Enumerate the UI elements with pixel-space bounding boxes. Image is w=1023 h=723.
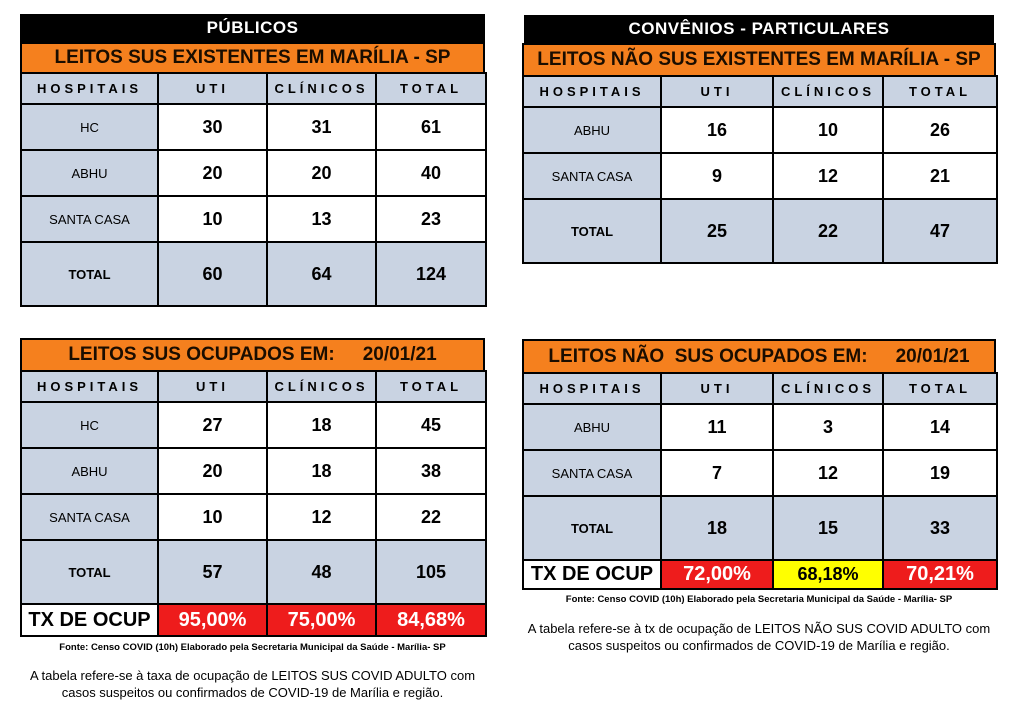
total-label: TOTAL: [21, 242, 158, 306]
table-row: [21, 448, 486, 494]
clinicos-value: 20: [267, 150, 376, 196]
clinicos-value: 3: [773, 404, 883, 450]
total-clinicos: 22: [773, 199, 883, 263]
total-total: 33: [883, 496, 997, 560]
hospital-name: HC: [21, 104, 158, 150]
total-value: 21: [883, 153, 997, 199]
occupied-title-text: LEITOS NÃO SUS OCUPADOS EM:: [548, 346, 868, 367]
col-header-uti: UTI: [661, 373, 773, 404]
clinicos-value: 12: [773, 450, 883, 496]
convenios-header: CONVÊNIOS - PARTICULARES: [524, 15, 994, 43]
total-total: 47: [883, 199, 997, 263]
total-row: [21, 540, 486, 604]
uti-value: 11: [661, 404, 773, 450]
occupied-date: 20/01/21: [895, 346, 970, 367]
total-uti: 57: [158, 540, 267, 604]
col-header-hospitais: HOSPITAIS: [21, 371, 158, 402]
nao-sus-existing-table: [522, 75, 998, 264]
col-header-clinicos: CLÍNICOS: [773, 76, 883, 107]
sus-existing-panel: [20, 14, 485, 307]
table-row: [21, 150, 486, 196]
total-row: [21, 242, 486, 306]
col-header-hospitais: HOSPITAIS: [523, 373, 661, 404]
uti-value: 30: [158, 104, 267, 150]
hospital-name: SANTA CASA: [21, 494, 158, 540]
hospital-name: SANTA CASA: [523, 153, 661, 199]
sus-existing-table: [20, 72, 487, 307]
table-row: [21, 196, 486, 242]
total-clinicos: 15: [773, 496, 883, 560]
total-uti: 60: [158, 242, 267, 306]
sus-occupied-title: [20, 338, 485, 370]
total-value: 26: [883, 107, 997, 153]
total-uti: 18: [661, 496, 773, 560]
rate-uti: 72,00%: [661, 560, 773, 589]
table-row: [523, 107, 997, 153]
total-value: 19: [883, 450, 997, 496]
col-header-uti: UTI: [158, 371, 267, 402]
total-value: 14: [883, 404, 997, 450]
total-label: TOTAL: [523, 496, 661, 560]
hospital-name: SANTA CASA: [523, 450, 661, 496]
nao-sus-occupied-table: [522, 372, 998, 590]
clinicos-value: 10: [773, 107, 883, 153]
uti-value: 10: [158, 494, 267, 540]
col-header-total: TOTAL: [376, 371, 486, 402]
rate-total: 70,21%: [883, 560, 997, 589]
uti-value: 27: [158, 402, 267, 448]
rate-row: [523, 560, 997, 589]
rate-uti: 95,00%: [158, 604, 267, 636]
hospital-name: ABHU: [21, 448, 158, 494]
col-header-clinicos: CLÍNICOS: [267, 371, 376, 402]
table-row: [21, 104, 486, 150]
publicos-header: PÚBLICOS: [20, 14, 485, 42]
clinicos-value: 31: [267, 104, 376, 150]
total-clinicos: 64: [267, 242, 376, 306]
footnote: A tabela refere-se à tx de ocupação de LEITOS NÃO SUS COVID ADULTO com casos suspeitos ou confirmados de COVID-19 de Marília e região.: [527, 621, 991, 653]
source-note: Fonte: Censo COVID (10h) Elaborado pela Secretaria Municipal da Saúde - Marília- SP: [565, 594, 953, 605]
rate-total: 84,68%: [376, 604, 486, 636]
col-header-total: TOTAL: [376, 73, 486, 104]
total-label: TOTAL: [21, 540, 158, 604]
hospital-name: ABHU: [21, 150, 158, 196]
nao-sus-existing-panel: [522, 15, 996, 264]
table-row: [21, 494, 486, 540]
col-header-hospitais: HOSPITAIS: [523, 76, 661, 107]
hospital-name: ABHU: [523, 404, 661, 450]
source-note: Fonte: Censo COVID (10h) Elaborado pela Secretaria Municipal da Saúde - Marília- SP: [59, 642, 446, 653]
rate-label: TX DE OCUP: [523, 560, 661, 589]
col-header-clinicos: CLÍNICOS: [267, 73, 376, 104]
footnote: A tabela refere-se à taxa de ocupação de LEITOS SUS COVID ADULTO com casos suspeitos ou confirmados de COVID-19 de Marília e região.: [29, 668, 476, 700]
col-header-total: TOTAL: [883, 76, 997, 107]
clinicos-value: 12: [267, 494, 376, 540]
clinicos-value: 18: [267, 448, 376, 494]
nao-sus-occupied-panel: [522, 339, 996, 654]
rate-label: TX DE OCUP: [21, 604, 158, 636]
total-label: TOTAL: [523, 199, 661, 263]
rate-row: [21, 604, 486, 636]
uti-value: 10: [158, 196, 267, 242]
clinicos-value: 12: [773, 153, 883, 199]
sus-existing-title: LEITOS SUS EXISTENTES EM MARÍLIA - SP: [20, 42, 485, 72]
total-uti: 25: [661, 199, 773, 263]
occupied-title-text: LEITOS SUS OCUPADOS EM:: [68, 344, 335, 365]
table-row: [523, 404, 997, 450]
table-row: [523, 153, 997, 199]
col-header-hospitais: HOSPITAIS: [21, 73, 158, 104]
uti-value: 7: [661, 450, 773, 496]
hospital-name: SANTA CASA: [21, 196, 158, 242]
uti-value: 16: [661, 107, 773, 153]
total-row: [523, 496, 997, 560]
sus-occupied-panel: [20, 338, 485, 701]
rate-clinicos: 75,00%: [267, 604, 376, 636]
total-total: 105: [376, 540, 486, 604]
clinicos-value: 13: [267, 196, 376, 242]
uti-value: 20: [158, 448, 267, 494]
nao-sus-occupied-title: [522, 339, 996, 372]
occupied-date: 20/01/21: [362, 344, 437, 365]
total-row: [523, 199, 997, 263]
total-value: 23: [376, 196, 486, 242]
table-row: [523, 450, 997, 496]
uti-value: 20: [158, 150, 267, 196]
col-header-clinicos: CLÍNICOS: [773, 373, 883, 404]
total-value: 22: [376, 494, 486, 540]
col-header-uti: UTI: [661, 76, 773, 107]
nao-sus-existing-title: LEITOS NÃO SUS EXISTENTES EM MARÍLIA - SP: [522, 43, 996, 75]
total-value: 61: [376, 104, 486, 150]
col-header-total: TOTAL: [883, 373, 997, 404]
total-value: 40: [376, 150, 486, 196]
clinicos-value: 18: [267, 402, 376, 448]
hospital-name: ABHU: [523, 107, 661, 153]
rate-clinicos: 68,18%: [773, 560, 883, 589]
hospital-name: HC: [21, 402, 158, 448]
uti-value: 9: [661, 153, 773, 199]
sus-occupied-table: [20, 370, 487, 637]
total-total: 124: [376, 242, 486, 306]
total-value: 45: [376, 402, 486, 448]
total-value: 38: [376, 448, 486, 494]
total-clinicos: 48: [267, 540, 376, 604]
col-header-uti: UTI: [158, 73, 267, 104]
table-row: [21, 402, 486, 448]
